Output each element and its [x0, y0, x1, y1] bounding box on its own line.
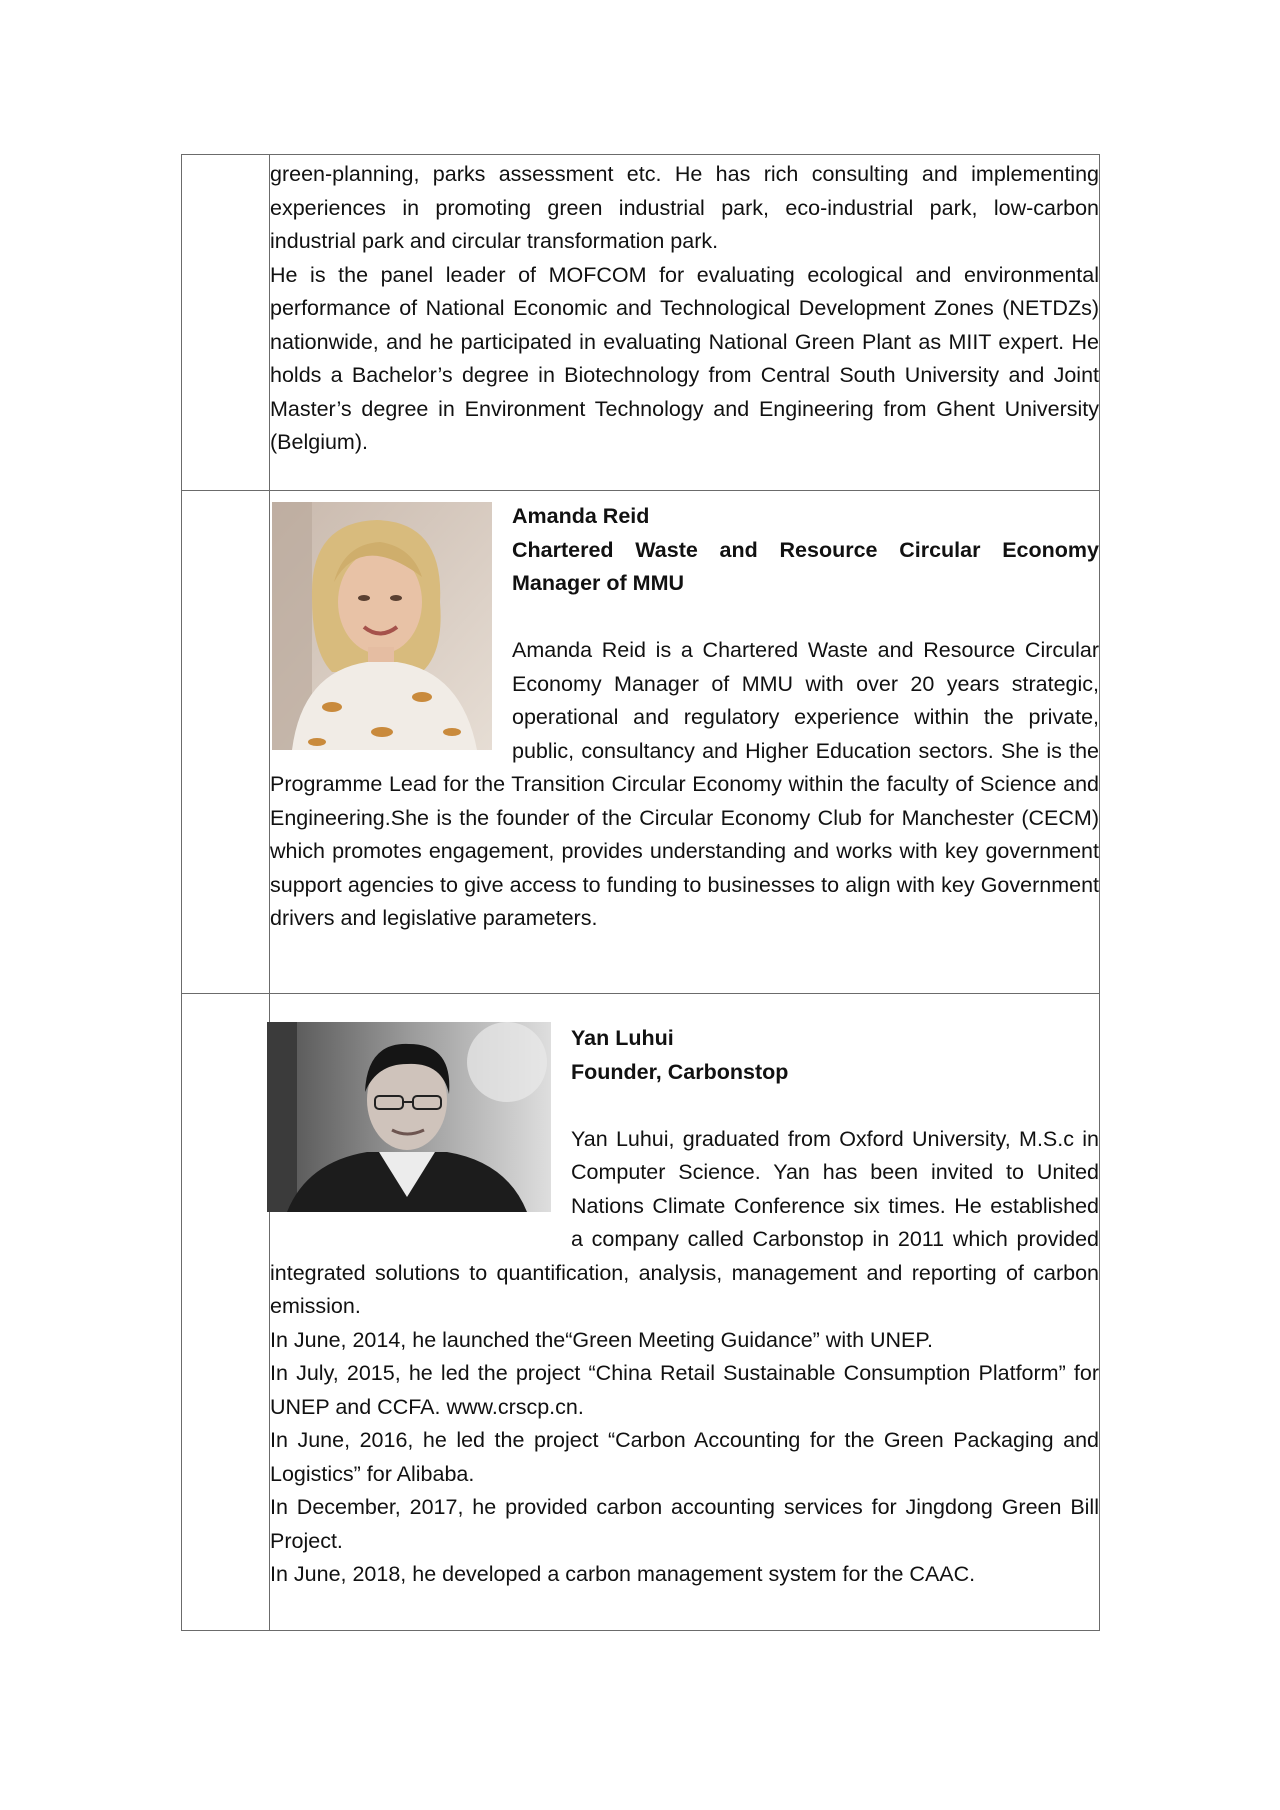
- bio-paragraph: He is the panel leader of MOFCOM for evaluating ecological and environmental performance of National Economic and Technological Development Zones (NETDZs) nationwide, and he participated in evaluating National Green Plant as MIIT expert. He holds a Bachelor’s degree in Biotechnology from Central South University and Joint Master’s degree in Environment Technology and Engineering from Ghent University (Belgium).: [270, 262, 1099, 454]
- speaker-role: Founder, Carbonstop: [571, 1059, 789, 1084]
- bio-cell-yan: [270, 994, 1100, 1631]
- empty-left-cell: [182, 994, 270, 1631]
- bio-paragraph: Amanda Reid is a Chartered Waste and Resource Circular Economy Manager of MMU with over 20 years strategic, operational and regulatory experience within the private, public, consultancy and Higher Education sectors. She is the Programme Lead for the Transition Circular Economy within the faculty of Science and Engineering.She is the founder of the Circular Economy Club for Manchester (CECM) which promotes engagement, provides understanding and works with key government support agencies to give access to funding to businesses to align with key Government drivers and legislative parameters.: [270, 638, 1099, 930]
- milestone-item: In June, 2014, he launched the“Green Meeting Guidance” with UNEP.: [270, 1327, 933, 1352]
- table-row: [182, 155, 1100, 491]
- speaker-role: Chartered Waste and Resource Circular Economy Manager of MMU: [512, 537, 1099, 595]
- bio-paragraph: green-planning, parks assessment etc. He has rich consulting and implementing experiences in promoting green industrial park, eco-industrial park, low-carbon industrial park and circular transformation park.: [270, 162, 1099, 253]
- bio-cell-continued: [270, 155, 1100, 491]
- bio-cell-amanda: [270, 491, 1100, 994]
- milestone-item: In December, 2017, he provided carbon accounting services for Jingdong Green Bill Project.: [270, 1495, 1099, 1553]
- table-row: [182, 491, 1100, 994]
- milestone-item: In June, 2016, he led the project “Carbon Accounting for the Green Packaging and Logistics” for Alibaba.: [270, 1428, 1099, 1486]
- speaker-name: Yan Luhui: [571, 1026, 674, 1050]
- milestone-item: In July, 2015, he led the project “China Retail Sustainable Consumption Platform” for UNEP and CCFA. www.crscp.cn.: [270, 1361, 1099, 1419]
- bio-paragraph: Yan Luhui, graduated from Oxford University, M.S.c in Computer Science. Yan has been invited to United Nations Climate Conference six times. He established a company called Carbonstop in 2011 which provided integrated solutions to quantification, analysis, management and reporting of carbon emission.: [270, 1126, 1099, 1318]
- table-row: [182, 994, 1100, 1631]
- yan-luhui-photo: [267, 1022, 551, 1212]
- speaker-name: Amanda Reid: [512, 504, 650, 528]
- amanda-reid-photo: [272, 502, 492, 750]
- speaker-bio-table: [181, 154, 1100, 1631]
- empty-left-cell: [182, 491, 270, 994]
- milestone-item: In June, 2018, he developed a carbon management system for the CAAC.: [270, 1562, 976, 1586]
- empty-left-cell: [182, 155, 270, 491]
